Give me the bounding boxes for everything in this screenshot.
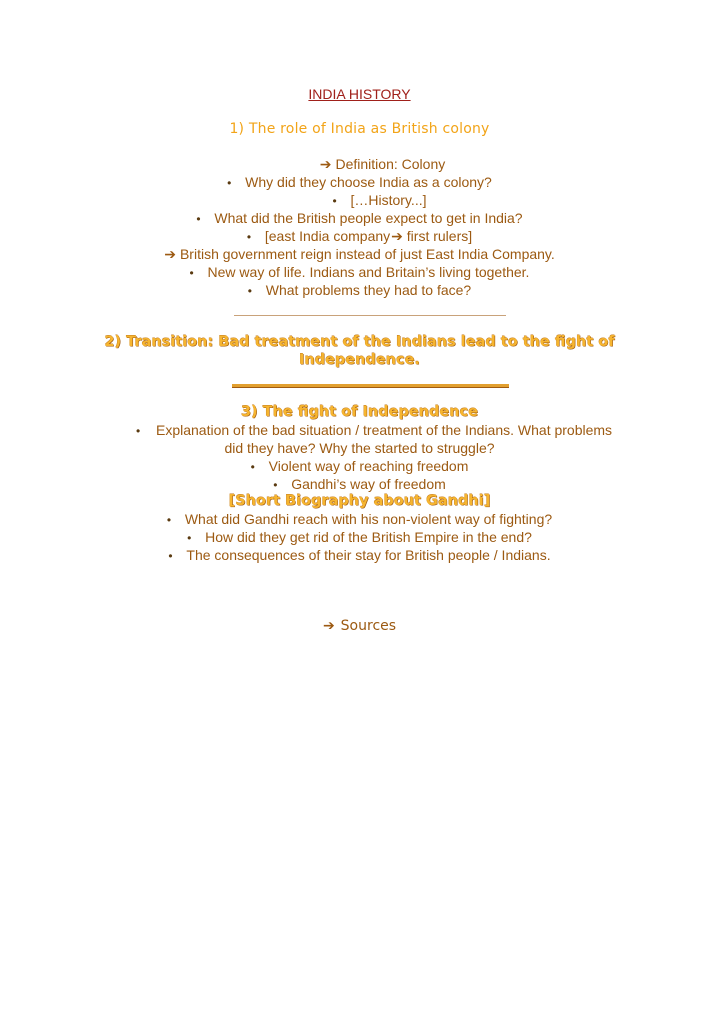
- right-arrow-icon: ➔: [322, 618, 335, 634]
- bullet-icon: •: [187, 531, 192, 545]
- list-item: • [east India company➔ first rulers]: [246, 228, 473, 244]
- section-2-heading-line-2: Independence.: [299, 352, 420, 368]
- list-item: • What problems they had to face?: [247, 282, 472, 298]
- right-arrow-icon: ➔: [319, 156, 332, 172]
- list-item: • How did they get rid of the British Empire in the end?: [187, 529, 532, 545]
- list-item: • Why did they choose India as a colony?: [227, 174, 492, 190]
- sources-heading: ➔ Sources: [322, 618, 397, 634]
- list-item: • What did the British people expect to get in India?: [196, 210, 523, 226]
- bullet-icon: •: [332, 194, 337, 208]
- bullet-icon: •: [189, 266, 194, 280]
- right-arrow-icon: ➔: [391, 228, 403, 244]
- bullet-icon: •: [246, 230, 252, 244]
- right-arrow-icon: ➔: [164, 246, 176, 262]
- section-2-heading-line-1: 2) Transition: Bad treatment of the Indians lead to the fight of: [104, 334, 615, 350]
- list-item: • Violent way of reaching freedom: [250, 458, 469, 474]
- explanation-continued: did they have? Why the started to struggle?: [224, 440, 495, 456]
- divider: [232, 384, 509, 388]
- bullet-icon: •: [166, 513, 172, 527]
- list-item: • […History...]: [332, 192, 427, 208]
- divider: [234, 315, 506, 316]
- bullet-icon: •: [136, 424, 141, 438]
- bullet-icon: •: [273, 478, 278, 492]
- section-3-heading: 3) The fight of Independence: [240, 404, 479, 420]
- document-title: INDIA HISTORY: [308, 86, 411, 102]
- list-item: • Gandhi’s way of freedom: [273, 476, 446, 492]
- list-item: • What did Gandhi reach with his non-violent way of fighting?: [166, 511, 553, 527]
- bullet-icon: •: [196, 212, 201, 226]
- list-item: • New way of life. Indians and Britain’s living together.: [189, 264, 530, 280]
- reign-line: ➔ British government reign instead of just East India Company.: [164, 246, 555, 262]
- bullet-icon: •: [227, 176, 232, 190]
- bullet-icon: •: [168, 549, 173, 563]
- list-item: • The consequences of their stay for British people / Indians.: [168, 547, 551, 563]
- biography-note: [Short Biography about Gandhi]: [228, 493, 491, 509]
- list-item: • Explanation of the bad situation / treatment of the Indians. What problems: [136, 422, 613, 438]
- bullet-icon: •: [250, 460, 255, 474]
- definition-line: ➔ Definition: Colony: [319, 156, 446, 172]
- bullet-icon: •: [247, 284, 252, 298]
- section-1-heading: 1) The role of India as British colony: [229, 121, 490, 137]
